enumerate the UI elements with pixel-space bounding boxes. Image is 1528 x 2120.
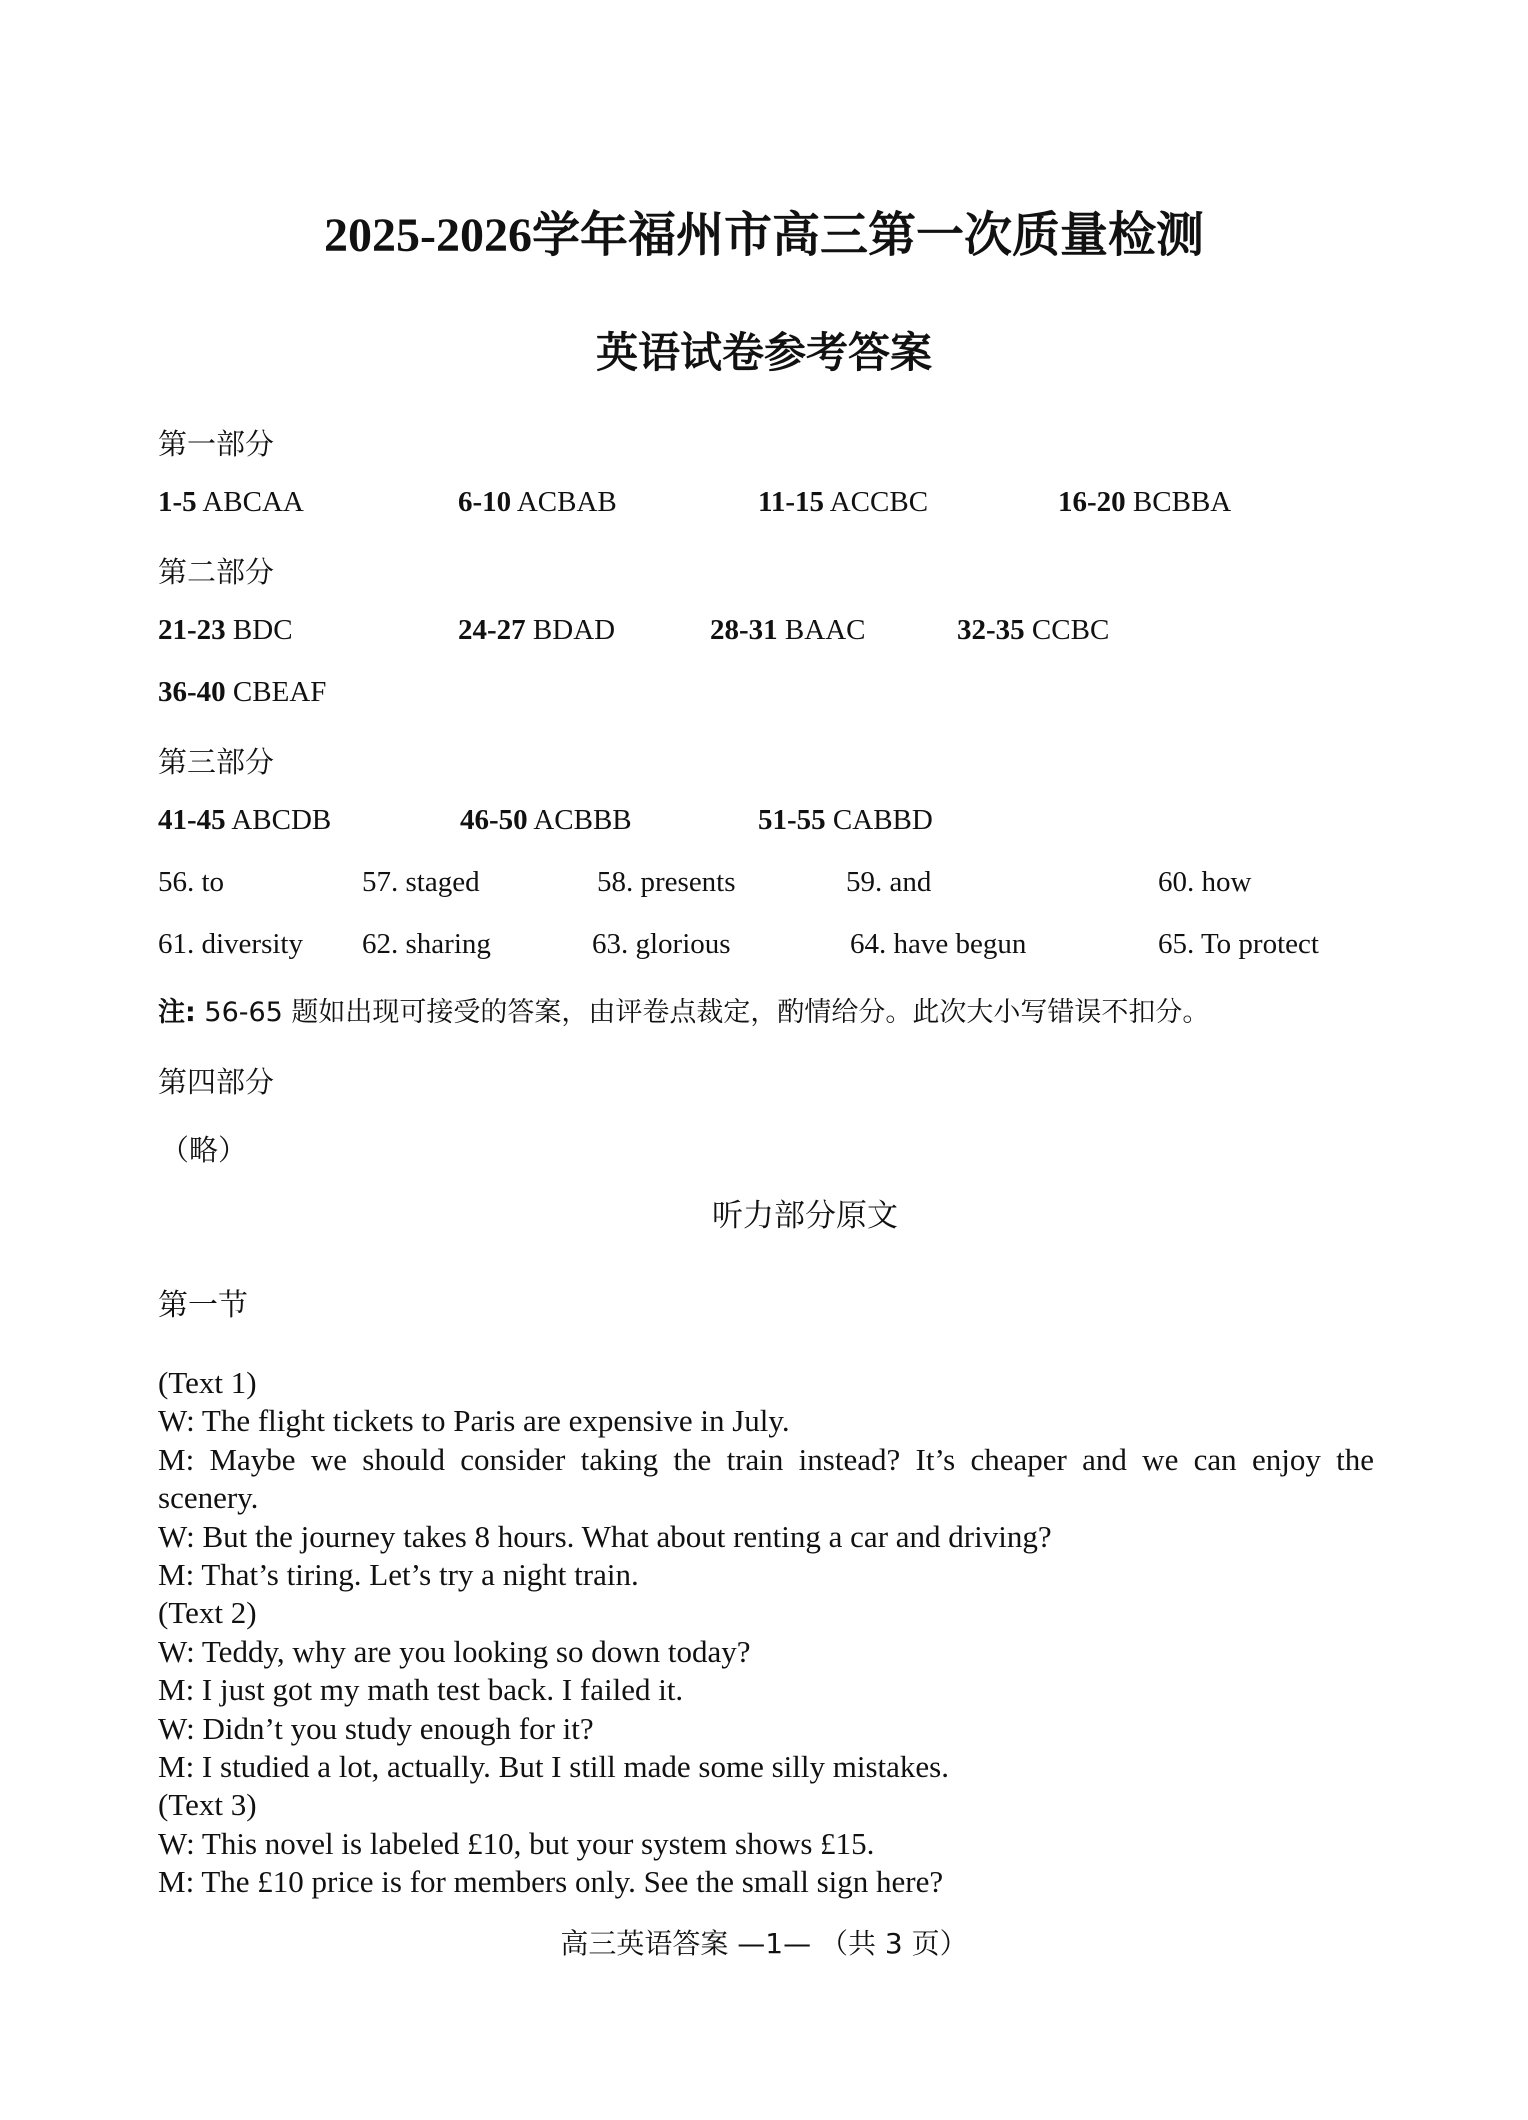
transcript-line: W: Didn’t you study enough for it?	[158, 1710, 594, 1746]
answer-range: 11-15	[758, 486, 825, 518]
answer-range: 24-27	[458, 614, 526, 646]
part4-content: （略）	[160, 1133, 248, 1167]
part4-heading: 第四部分	[158, 1065, 275, 1099]
blank-answer: 65. To protect	[1158, 928, 1319, 960]
transcript-line: M: Maybe we should consider taking the train instead? It’s cheaper and we can enjoy the	[158, 1441, 1374, 1477]
page-title: 2025-2026学年福州市高三第一次质量检测	[324, 209, 1204, 262]
transcript-line: (Text 2)	[158, 1595, 257, 1631]
answer-range: 21-23	[158, 614, 226, 646]
page-footer: 高三英语答案 —1— （共 3 页）	[560, 1927, 968, 1960]
blank-answer: 56. to	[158, 866, 225, 898]
answer-letters: BDAD	[532, 614, 616, 646]
answer-range: 16-20	[1058, 486, 1126, 518]
transcript-line: M: I studied a lot, actually. But I still made some silly mistakes.	[158, 1749, 949, 1785]
answer-letters: CABBD	[832, 804, 933, 836]
transcript-line: M: That’s tiring. Let’s try a night train.	[158, 1557, 639, 1593]
part3-heading: 第三部分	[158, 745, 275, 779]
answer-range: 1-5	[158, 486, 197, 518]
blank-answer: 62. sharing	[362, 928, 491, 960]
answer-range: 46-50	[460, 804, 528, 836]
answer-group	[458, 486, 617, 519]
answer-group	[758, 486, 928, 519]
answer-letters: ACBAB	[516, 486, 617, 518]
page-subtitle: 英语试卷参考答案	[595, 328, 932, 377]
answer-letters: CCBC	[1031, 614, 1110, 646]
answer-range: 32-35	[957, 614, 1025, 646]
blank-answer: 58. presents	[597, 866, 736, 898]
answer-letters: BCBBA	[1132, 486, 1232, 518]
answer-group	[460, 804, 632, 837]
answer-letters: CBEAF	[232, 676, 327, 708]
transcript-line: W: The flight tickets to Paris are expensive in July.	[158, 1403, 790, 1439]
answer-range: 6-10	[458, 486, 512, 518]
transcript-line: W: But the journey takes 8 hours. What about renting a car and driving?	[158, 1518, 1052, 1554]
transcript-line: W: Teddy, why are you looking so down today?	[158, 1633, 751, 1669]
transcript-line: (Text 3)	[158, 1787, 257, 1823]
answer-range: 36-40	[158, 676, 226, 708]
transcript-line: scenery.	[158, 1480, 259, 1516]
answer-letters: BAAC	[784, 614, 866, 646]
answer-range: 51-55	[758, 804, 826, 836]
answer-group	[1058, 486, 1231, 519]
part1-heading: 第一部分	[158, 427, 275, 461]
answer-letters: ABCDB	[231, 804, 332, 836]
blank-answer: 57. staged	[362, 866, 480, 898]
answer-letters: ACCBC	[829, 486, 929, 518]
note-label: 注:	[158, 997, 196, 1028]
answer-letters: BDC	[232, 614, 293, 646]
transcript-line: W: This novel is labeled £10, but your system shows £15.	[158, 1825, 875, 1861]
answer-group	[458, 614, 615, 647]
answer-group	[957, 614, 1109, 647]
answer-group	[158, 614, 293, 647]
listening-title: 听力部分原文	[712, 1198, 898, 1234]
listening-section-heading: 第一节	[158, 1288, 248, 1323]
answer-letters: ACBBB	[533, 804, 632, 836]
note-text: 56-65 题如出现可接受的答案，由评卷点裁定，酌情给分。此次大小写错误不扣分。	[195, 997, 1210, 1028]
answer-group	[158, 676, 326, 709]
answer-letters: ABCAA	[202, 486, 304, 518]
answer-group	[710, 614, 866, 647]
blank-answer: 60. how	[1158, 866, 1252, 898]
blank-answer: 59. and	[846, 866, 932, 898]
transcript-line: M: The £10 price is for members only. See the small sign here?	[158, 1864, 944, 1900]
blank-answer: 64. have begun	[850, 928, 1027, 960]
answer-group	[158, 486, 304, 519]
transcript-line: M: I just got my math test back. I failed it.	[158, 1672, 684, 1708]
answer-group	[158, 804, 331, 837]
answer-group	[758, 804, 933, 837]
listening-transcript	[158, 1364, 1374, 1902]
transcript-line: (Text 1)	[158, 1365, 257, 1400]
answer-range: 28-31	[710, 614, 778, 646]
blank-answer: 63. glorious	[592, 928, 731, 960]
part2-heading: 第二部分	[158, 555, 275, 589]
grading-note	[158, 990, 1209, 1029]
blank-answer: 61. diversity	[158, 928, 303, 960]
answer-range: 41-45	[158, 804, 226, 836]
